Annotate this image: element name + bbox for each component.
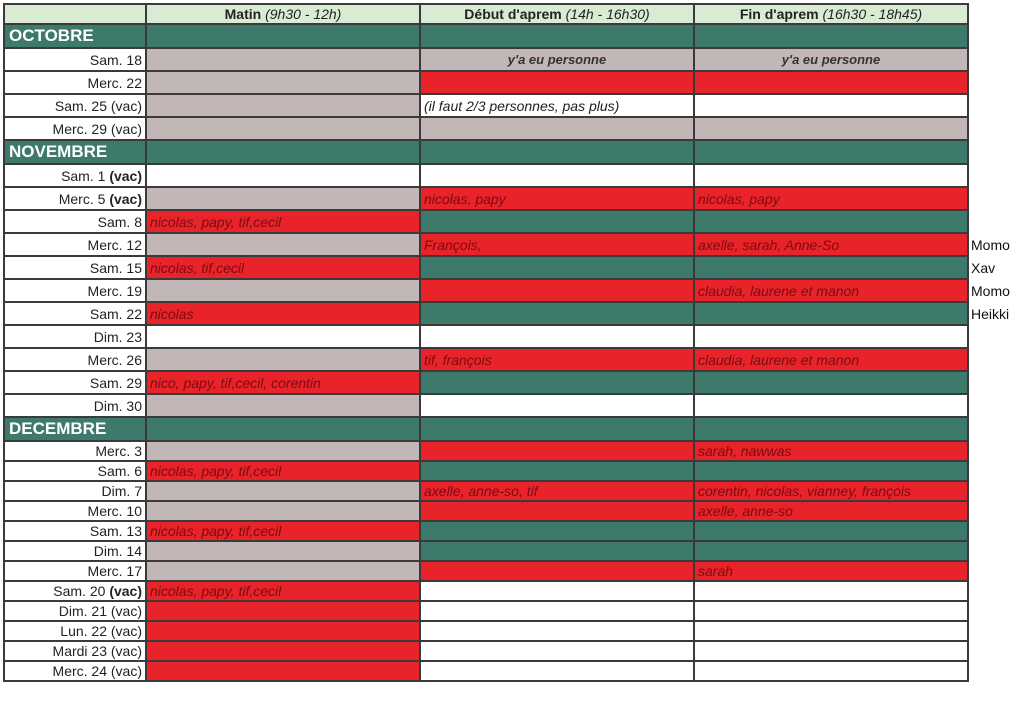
slot-debut-aprem-cell xyxy=(420,641,694,661)
day-row xyxy=(4,461,968,481)
slot-debut-aprem-cell xyxy=(420,601,694,621)
month-fill-cell xyxy=(694,417,968,441)
date-label: Merc. 17 xyxy=(87,563,142,579)
slot-debut-aprem-cell xyxy=(420,371,694,394)
header-matin-label: Matin xyxy=(224,6,262,22)
slot-debut-aprem-cell xyxy=(420,71,694,94)
date-label: Sam. 6 xyxy=(97,463,142,479)
slot-fin-aprem-cell: corentin, nicolas, vianney, françois xyxy=(694,481,968,501)
date-cell xyxy=(4,581,146,601)
date-label: Sam. 29 xyxy=(89,374,142,391)
date-cell xyxy=(4,501,146,521)
slot-debut-aprem-cell xyxy=(420,561,694,581)
day-row xyxy=(4,302,968,325)
slot-debut-aprem-cell xyxy=(420,256,694,279)
date-cell xyxy=(4,233,146,256)
slot-debut-aprem-cell xyxy=(420,117,694,140)
day-row xyxy=(4,541,968,561)
slot-debut-aprem-cell xyxy=(420,581,694,601)
header-fin-time: (16h30 - 18h45) xyxy=(822,6,923,22)
date-cell xyxy=(4,441,146,461)
day-row xyxy=(4,256,968,279)
slot-fin-aprem-cell: claudia, laurene et manon xyxy=(694,279,968,302)
slot-fin-aprem-cell xyxy=(694,371,968,394)
date-cell xyxy=(4,302,146,325)
side-note: Xav xyxy=(971,259,996,276)
date-label: Mardi 23 (vac) xyxy=(52,643,142,659)
slot-matin-cell: nicolas, papy, tif,cecil xyxy=(146,210,420,233)
slot-matin-cell: nicolas, papy, tif,cecil xyxy=(146,461,420,481)
month-fill-cell xyxy=(694,140,968,164)
header-matin xyxy=(146,4,420,24)
date-label: Dim. 23 xyxy=(93,328,142,345)
corner-cell xyxy=(4,4,146,24)
slot-debut-aprem-cell xyxy=(420,441,694,461)
month-fill-cell xyxy=(146,24,420,48)
schedule-sheet xyxy=(3,3,969,682)
date-cell xyxy=(4,48,146,71)
day-row xyxy=(4,348,968,371)
date-cell xyxy=(4,117,146,140)
slot-matin-cell xyxy=(146,71,420,94)
month-row xyxy=(4,24,968,48)
date-label: Merc. 19 xyxy=(87,282,142,299)
day-row xyxy=(4,233,968,256)
slot-matin-cell xyxy=(146,541,420,561)
day-row xyxy=(4,561,968,581)
slot-debut-aprem-cell: François, xyxy=(420,233,694,256)
side-note: Momo xyxy=(971,282,1010,299)
header-row xyxy=(4,4,968,24)
slot-matin-cell xyxy=(146,601,420,621)
slot-matin-cell: nicolas, papy, tif,cecil xyxy=(146,581,420,601)
slot-fin-aprem-cell: sarah, nawwas xyxy=(694,441,968,461)
header-fin-label: Fin d'aprem xyxy=(739,6,819,22)
slot-fin-aprem-cell xyxy=(694,325,968,348)
date-cell xyxy=(4,279,146,302)
date-label: Sam. 25 (vac) xyxy=(54,97,142,114)
slot-debut-aprem-cell xyxy=(420,541,694,561)
date-cell xyxy=(4,187,146,210)
day-row xyxy=(4,210,968,233)
date-cell xyxy=(4,210,146,233)
date-label: Sam. 20 xyxy=(53,583,106,599)
day-row xyxy=(4,661,968,681)
day-row xyxy=(4,187,968,210)
date-label: Lun. 22 (vac) xyxy=(60,623,142,639)
date-label: Sam. 22 xyxy=(89,305,142,322)
slot-fin-aprem-cell xyxy=(694,541,968,561)
day-row xyxy=(4,501,968,521)
date-cell xyxy=(4,521,146,541)
date-cell xyxy=(4,325,146,348)
slot-debut-aprem-cell xyxy=(420,210,694,233)
slot-fin-aprem-cell: y'a eu personne xyxy=(694,48,968,71)
date-label: Sam. 13 xyxy=(89,523,142,539)
date-cell xyxy=(4,348,146,371)
date-label: Sam. 18 xyxy=(89,51,142,68)
header-debut-time: (14h - 16h30) xyxy=(565,6,650,22)
day-row xyxy=(4,164,968,187)
slot-fin-aprem-cell xyxy=(694,94,968,117)
date-label: Merc. 12 xyxy=(87,236,142,253)
month-fill-cell xyxy=(146,140,420,164)
slot-debut-aprem-cell: tif, françois xyxy=(420,348,694,371)
slot-fin-aprem-cell xyxy=(694,117,968,140)
day-row xyxy=(4,441,968,461)
month-fill-cell xyxy=(420,417,694,441)
slot-fin-aprem-cell xyxy=(694,461,968,481)
date-label: Merc. 24 (vac) xyxy=(52,663,142,679)
slot-matin-cell xyxy=(146,164,420,187)
slot-fin-aprem-cell xyxy=(694,210,968,233)
slot-debut-aprem-cell xyxy=(420,621,694,641)
day-row xyxy=(4,48,968,71)
slot-debut-aprem-cell xyxy=(420,164,694,187)
date-label: Merc. 3 xyxy=(95,443,142,459)
slot-debut-aprem-cell xyxy=(420,461,694,481)
slot-debut-aprem-cell xyxy=(420,279,694,302)
slot-matin-cell xyxy=(146,481,420,501)
slot-matin-cell xyxy=(146,94,420,117)
month-row xyxy=(4,140,968,164)
slot-matin-cell xyxy=(146,501,420,521)
day-row xyxy=(4,601,968,621)
slot-fin-aprem-cell: axelle, sarah, Anne-So xyxy=(694,233,968,256)
slot-matin-cell: nico, papy, tif,cecil, corentin xyxy=(146,371,420,394)
slot-matin-cell xyxy=(146,187,420,210)
day-row xyxy=(4,325,968,348)
month-fill-cell xyxy=(146,417,420,441)
slot-matin-cell xyxy=(146,279,420,302)
date-label: Dim. 14 xyxy=(93,543,142,559)
slot-fin-aprem-cell xyxy=(694,302,968,325)
date-label: Sam. 1 xyxy=(61,167,106,184)
slot-matin-cell: nicolas xyxy=(146,302,420,325)
slot-debut-aprem-cell: y'a eu personne xyxy=(420,48,694,71)
slot-matin-cell xyxy=(146,641,420,661)
date-label: Sam. 15 xyxy=(89,259,142,276)
slot-fin-aprem-cell: sarah xyxy=(694,561,968,581)
header-matin-time: (9h30 - 12h) xyxy=(265,6,342,22)
vacation-mark: (vac) xyxy=(109,167,142,184)
slot-matin-cell xyxy=(146,621,420,641)
day-row xyxy=(4,279,968,302)
slot-debut-aprem-cell xyxy=(420,302,694,325)
slot-debut-aprem-cell xyxy=(420,661,694,681)
slot-matin-cell xyxy=(146,233,420,256)
vacation-mark: (vac) xyxy=(109,583,142,599)
day-row xyxy=(4,394,968,417)
slot-matin-cell xyxy=(146,394,420,417)
date-cell xyxy=(4,256,146,279)
day-row xyxy=(4,581,968,601)
month-fill-cell xyxy=(694,24,968,48)
schedule-table xyxy=(3,3,969,682)
slot-fin-aprem-cell xyxy=(694,71,968,94)
month-label: OCTOBRE xyxy=(4,24,146,48)
date-cell xyxy=(4,461,146,481)
month-fill-cell xyxy=(420,24,694,48)
date-label: Dim. 30 xyxy=(93,397,142,414)
month-label: NOVEMBRE xyxy=(4,140,146,164)
date-label: Merc. 22 xyxy=(87,74,142,91)
slot-debut-aprem-cell: nicolas, papy xyxy=(420,187,694,210)
slot-matin-cell xyxy=(146,441,420,461)
day-row xyxy=(4,621,968,641)
date-label: Merc. 26 xyxy=(87,351,142,368)
date-cell xyxy=(4,164,146,187)
vacation-mark: (vac) xyxy=(109,190,142,207)
slot-matin-cell xyxy=(146,325,420,348)
date-label: Sam. 8 xyxy=(97,213,142,230)
slot-fin-aprem-cell xyxy=(694,521,968,541)
side-note: Heikki xyxy=(971,305,1010,322)
day-row xyxy=(4,94,968,117)
slot-fin-aprem-cell xyxy=(694,601,968,621)
date-cell xyxy=(4,661,146,681)
date-cell xyxy=(4,601,146,621)
slot-matin-cell: nicolas, papy, tif,cecil xyxy=(146,521,420,541)
slot-debut-aprem-cell xyxy=(420,501,694,521)
slot-matin-cell xyxy=(146,561,420,581)
date-cell xyxy=(4,561,146,581)
header-debut-label: Début d'aprem xyxy=(464,6,562,22)
slot-debut-aprem-cell: (il faut 2/3 personnes, pas plus) xyxy=(420,94,694,117)
date-label: Merc. 5 xyxy=(58,190,106,207)
date-cell xyxy=(4,94,146,117)
slot-matin-cell xyxy=(146,348,420,371)
date-cell xyxy=(4,371,146,394)
date-cell xyxy=(4,71,146,94)
slot-fin-aprem-cell: claudia, laurene et manon xyxy=(694,348,968,371)
slot-debut-aprem-cell xyxy=(420,394,694,417)
slot-fin-aprem-cell: nicolas, papy xyxy=(694,187,968,210)
slot-matin-cell xyxy=(146,661,420,681)
date-cell xyxy=(4,641,146,661)
date-cell xyxy=(4,481,146,501)
header-fin-aprem xyxy=(694,4,968,24)
slot-fin-aprem-cell xyxy=(694,621,968,641)
date-cell xyxy=(4,394,146,417)
slot-fin-aprem-cell xyxy=(694,394,968,417)
slot-fin-aprem-cell xyxy=(694,164,968,187)
day-row xyxy=(4,117,968,140)
month-fill-cell xyxy=(420,140,694,164)
side-note: Momo xyxy=(971,236,1010,253)
month-row xyxy=(4,417,968,441)
date-cell xyxy=(4,621,146,641)
slot-fin-aprem-cell xyxy=(694,256,968,279)
slot-debut-aprem-cell xyxy=(420,521,694,541)
day-row xyxy=(4,71,968,94)
day-row xyxy=(4,521,968,541)
date-label: Dim. 7 xyxy=(101,483,142,499)
slot-debut-aprem-cell: axelle, anne-so, tif xyxy=(420,481,694,501)
day-row xyxy=(4,641,968,661)
date-label: Dim. 21 (vac) xyxy=(58,603,142,619)
slot-fin-aprem-cell xyxy=(694,641,968,661)
slot-fin-aprem-cell xyxy=(694,661,968,681)
slot-matin-cell: nicolas, tif,cecil xyxy=(146,256,420,279)
day-row xyxy=(4,481,968,501)
slot-debut-aprem-cell xyxy=(420,325,694,348)
day-row xyxy=(4,371,968,394)
header-debut-aprem xyxy=(420,4,694,24)
slot-matin-cell xyxy=(146,117,420,140)
date-cell xyxy=(4,541,146,561)
slot-matin-cell xyxy=(146,48,420,71)
slot-fin-aprem-cell: axelle, anne-so xyxy=(694,501,968,521)
month-label: DECEMBRE xyxy=(4,417,146,441)
date-label: Merc. 10 xyxy=(87,503,142,519)
date-label: Merc. 29 (vac) xyxy=(52,120,142,137)
slot-fin-aprem-cell xyxy=(694,581,968,601)
